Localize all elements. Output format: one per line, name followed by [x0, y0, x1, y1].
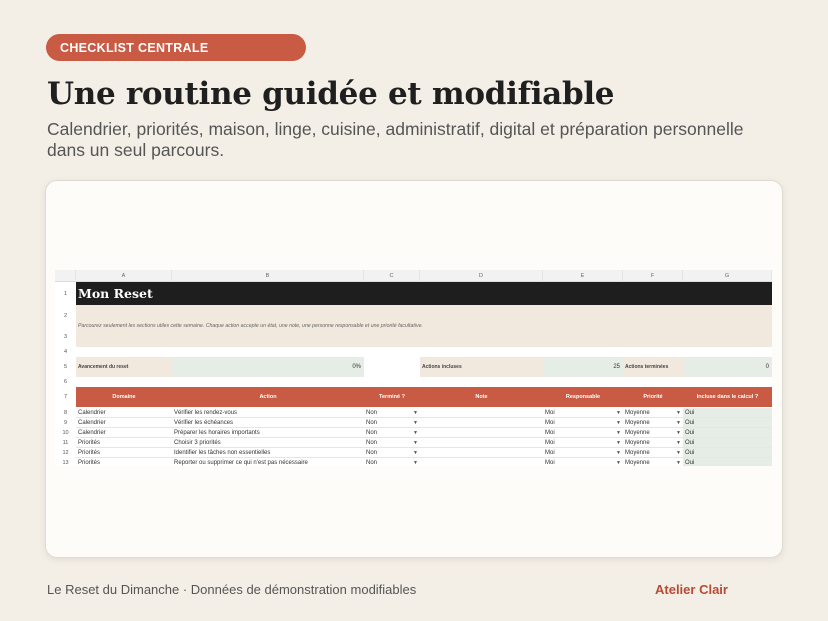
row-number: 3	[63, 333, 68, 340]
dropdown-value: Non	[366, 419, 378, 426]
row-number: 8	[63, 410, 68, 416]
kpi-included-value[interactable]: 25	[543, 357, 623, 377]
header-note[interactable]: Note	[420, 387, 543, 407]
header-action[interactable]: Action	[172, 387, 364, 407]
kpi-included-label[interactable]: Actions incluses	[420, 357, 543, 377]
column-header-b[interactable]: B	[172, 270, 364, 282]
table-row	[55, 438, 772, 448]
cell-incluse[interactable]: Oui	[683, 408, 772, 418]
cell-note[interactable]	[420, 438, 543, 448]
dropdown-arrow-icon[interactable]: ▼	[413, 459, 418, 466]
kpi-done-label[interactable]: Actions terminées	[623, 357, 683, 377]
responsable-dropdown[interactable]	[543, 408, 623, 418]
priorite-dropdown[interactable]	[623, 458, 683, 466]
cell-domaine[interactable]: Calendrier	[76, 418, 172, 428]
header-priorite[interactable]: Priorité	[623, 387, 683, 407]
priorite-dropdown[interactable]	[623, 408, 683, 418]
sheet-row-4	[55, 347, 772, 357]
priorite-dropdown[interactable]	[623, 448, 683, 458]
responsable-dropdown[interactable]	[543, 458, 623, 466]
cell-action[interactable]: Choisir 3 priorités	[172, 438, 364, 448]
sheet-row-2-3	[55, 305, 772, 347]
table-row	[55, 448, 772, 458]
row-number: 11	[62, 440, 69, 446]
cell-action[interactable]: Reporter ou supprimer ce qui n'est pas nécessaire	[172, 458, 364, 466]
dropdown-value: Moi	[545, 419, 555, 426]
dropdown-value: Moyenne	[625, 429, 650, 436]
dropdown-arrow-icon[interactable]: ▼	[676, 419, 681, 426]
dropdown-arrow-icon[interactable]: ▼	[413, 449, 418, 456]
table-header-row	[55, 387, 772, 407]
row-number: 12	[62, 450, 69, 456]
cell-incluse[interactable]: Oui	[683, 418, 772, 428]
row-number: 2	[63, 312, 68, 319]
column-header-f[interactable]: F	[623, 270, 683, 282]
dropdown-arrow-icon[interactable]: ▼	[413, 429, 418, 436]
termine-dropdown[interactable]	[364, 418, 420, 428]
dropdown-value: Moi	[545, 429, 555, 436]
row-number: 10	[62, 430, 69, 436]
cell-domaine[interactable]: Priorités	[76, 438, 172, 448]
cell-note[interactable]	[420, 448, 543, 458]
page-subtitle: Calendrier, priorités, maison, linge, cuisine, administratif, digital et préparation personnelle dans un seul parcours.	[47, 119, 744, 160]
column-header-e[interactable]: E	[543, 270, 623, 282]
dropdown-value: Moi	[545, 449, 555, 456]
sheet-row-5	[55, 357, 772, 377]
dropdown-arrow-icon[interactable]: ▼	[413, 409, 418, 416]
cell-action[interactable]: Vérifier les échéances	[172, 418, 364, 428]
column-header-a[interactable]: A	[76, 270, 172, 282]
dropdown-arrow-icon[interactable]: ▼	[676, 429, 681, 436]
row-number: 5	[63, 364, 68, 370]
dropdown-arrow-icon[interactable]: ▼	[616, 449, 621, 456]
cell-action[interactable]: Préparer les horaires importants	[172, 428, 364, 438]
row-number: 9	[63, 420, 68, 426]
termine-dropdown[interactable]	[364, 438, 420, 448]
dropdown-value: Moi	[545, 459, 555, 466]
dropdown-arrow-icon[interactable]: ▼	[616, 439, 621, 446]
sheet-row-1	[55, 282, 772, 305]
row-numbers	[55, 305, 76, 347]
cell-note[interactable]	[420, 408, 543, 418]
row-number: 6	[63, 379, 68, 385]
cell-domaine[interactable]: Calendrier	[76, 408, 172, 418]
empty-cell[interactable]	[364, 357, 420, 377]
cell-note[interactable]	[420, 458, 543, 466]
cell-incluse[interactable]: Oui	[683, 448, 772, 458]
kpi-progress-value[interactable]: 0%	[172, 357, 364, 377]
priorite-dropdown[interactable]	[623, 428, 683, 438]
table-row	[55, 458, 772, 466]
sheet-row-6	[55, 377, 772, 387]
table-row	[55, 428, 772, 438]
column-header-bar	[55, 270, 772, 282]
responsable-dropdown[interactable]	[543, 428, 623, 438]
dropdown-value: Moyenne	[625, 439, 650, 446]
dropdown-value: Non	[366, 439, 378, 446]
dropdown-value: Moyenne	[625, 459, 650, 466]
dropdown-arrow-icon[interactable]: ▼	[616, 419, 621, 426]
header-termine[interactable]: Terminé ?	[364, 387, 420, 407]
dropdown-arrow-icon[interactable]: ▼	[413, 439, 418, 446]
dropdown-arrow-icon[interactable]: ▼	[676, 409, 681, 416]
section-badge: CHECKLIST CENTRALE	[46, 34, 306, 61]
kpi-progress-label[interactable]: Avancement du reset	[76, 357, 172, 377]
dropdown-value: Non	[366, 459, 378, 466]
page-title: Une routine guidée et modifiable	[47, 76, 615, 112]
cell-incluse[interactable]: Oui	[683, 458, 772, 466]
cell-action[interactable]: Vérifier les rendez-vous	[172, 408, 364, 418]
column-header-g[interactable]: G	[683, 270, 772, 282]
cell-incluse[interactable]: Oui	[683, 428, 772, 438]
cell-domaine[interactable]: Priorités	[76, 448, 172, 458]
dropdown-value: Moyenne	[625, 409, 650, 416]
responsable-dropdown[interactable]	[543, 418, 623, 428]
cell-domaine[interactable]: Priorités	[76, 458, 172, 466]
header-responsable[interactable]: Responsable	[543, 387, 623, 407]
cell-incluse[interactable]: Oui	[683, 438, 772, 448]
table-row	[55, 408, 772, 418]
dropdown-value: Moyenne	[625, 449, 650, 456]
priorite-dropdown[interactable]	[623, 438, 683, 448]
dropdown-arrow-icon[interactable]: ▼	[413, 419, 418, 426]
responsable-dropdown[interactable]	[543, 438, 623, 448]
termine-dropdown[interactable]	[364, 458, 420, 466]
dropdown-arrow-icon[interactable]: ▼	[676, 439, 681, 446]
sheet-banner-title[interactable]: Mon Reset	[76, 282, 772, 305]
dropdown-arrow-icon[interactable]: ▼	[616, 459, 621, 466]
dropdown-arrow-icon[interactable]: ▼	[616, 409, 621, 416]
row-number: 7	[63, 394, 68, 400]
termine-dropdown[interactable]	[364, 448, 420, 458]
header-domaine[interactable]: Domaine	[76, 387, 172, 407]
responsable-dropdown[interactable]	[543, 448, 623, 458]
cell-note[interactable]	[420, 418, 543, 428]
table-row	[55, 418, 772, 428]
dropdown-value: Moi	[545, 439, 555, 446]
termine-dropdown[interactable]	[364, 408, 420, 418]
row-number: 4	[63, 349, 68, 355]
cell-domaine[interactable]: Calendrier	[76, 428, 172, 438]
dropdown-value: Non	[366, 449, 378, 456]
dropdown-value: Non	[366, 429, 378, 436]
row-number: 1	[63, 290, 68, 297]
row-number: 13	[62, 460, 69, 466]
header-incluse[interactable]: Incluse dans le calcul ?	[683, 387, 772, 407]
cell-note[interactable]	[420, 428, 543, 438]
sheet-description[interactable]: Parcourez seulement les sections utiles cette semaine. Chaque action accepte un état, une note, une personne responsable et une priorité facultative.	[76, 305, 772, 347]
dropdown-arrow-icon[interactable]: ▼	[616, 429, 621, 436]
dropdown-arrow-icon[interactable]: ▼	[676, 459, 681, 466]
dropdown-value: Moyenne	[625, 419, 650, 426]
spreadsheet[interactable]	[55, 270, 772, 466]
dropdown-value: Moi	[545, 409, 555, 416]
column-header-d[interactable]: D	[420, 270, 543, 282]
brand-name: Atelier Clair	[655, 582, 728, 597]
priorite-dropdown[interactable]	[623, 418, 683, 428]
kpi-done-value[interactable]: 0	[683, 357, 772, 377]
column-header-c[interactable]: C	[364, 270, 420, 282]
corner-cell	[55, 270, 76, 282]
footer-caption: Le Reset du Dimanche · Données de démonstration modifiables	[47, 582, 417, 597]
dropdown-arrow-icon[interactable]: ▼	[676, 449, 681, 456]
cell-action[interactable]: Identifier les tâches non essentielles	[172, 448, 364, 458]
dropdown-value: Non	[366, 409, 378, 416]
termine-dropdown[interactable]	[364, 428, 420, 438]
